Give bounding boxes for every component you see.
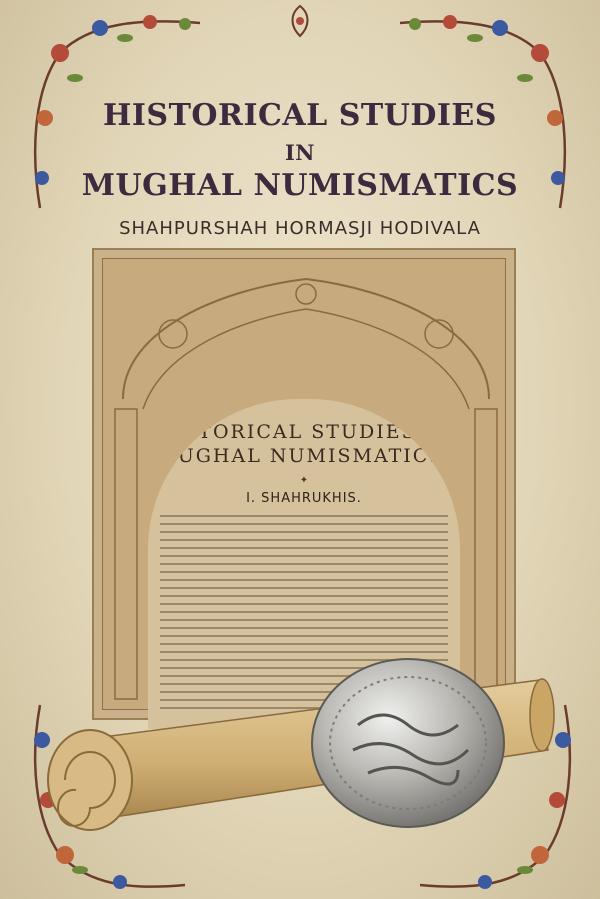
scanned-title-line-2: MUGHAL NUMISMATICS.: [156, 445, 452, 467]
cover-title-line-1: HISTORICAL STUDIES: [103, 98, 497, 133]
scanned-chapter-heading: I. SHAHRUKHIS.: [246, 491, 362, 506]
cover-title-line-2: IN: [284, 140, 316, 165]
author-name: SHAHPURSHAH HORMASJI HODIVALA: [119, 218, 481, 239]
silver-coin-icon: [308, 655, 508, 830]
scanned-title-line-1: HISTORICAL STUDIES IN: [155, 421, 453, 443]
scanned-ornament-icon: ✦: [299, 475, 309, 486]
cover-title-line-3: MUGHAL NUMISMATICS: [81, 168, 519, 203]
top-center-ornament-icon: [285, 4, 315, 38]
